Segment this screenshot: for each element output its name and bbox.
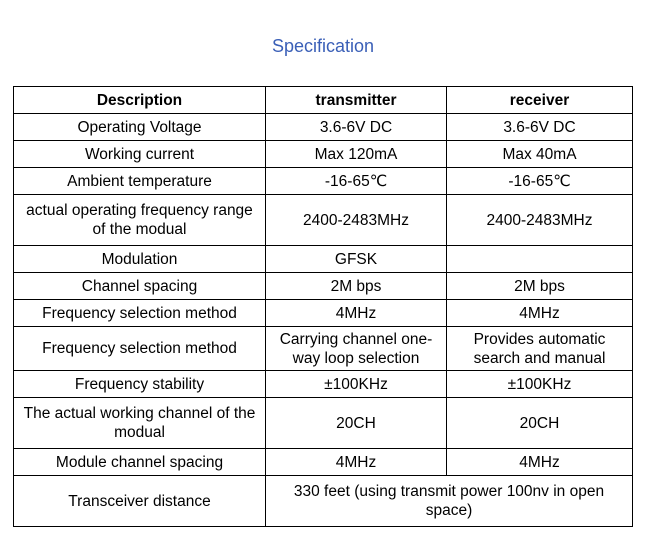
row-receiver-value: 20CH	[447, 398, 633, 449]
header-transmitter: transmitter	[266, 87, 447, 114]
row-transmitter-value: 3.6-6V DC	[266, 114, 447, 141]
row-description: Frequency selection method	[14, 327, 266, 371]
row-description: Frequency stability	[14, 371, 266, 398]
row-transmitter-value: 4MHz	[266, 300, 447, 327]
table-row	[14, 449, 633, 476]
table-row	[14, 371, 633, 398]
page-title: Specification	[271, 36, 375, 56]
header-receiver: receiver	[447, 87, 633, 114]
specification-table	[13, 86, 633, 527]
row-description: Transceiver distance	[14, 476, 266, 527]
row-transmitter-value: 2400-2483MHz	[266, 195, 447, 246]
header-description: Description	[14, 87, 266, 114]
table-row	[14, 141, 633, 168]
row-receiver-value: 2400-2483MHz	[447, 195, 633, 246]
table-row	[14, 246, 633, 273]
table-header-row	[14, 87, 633, 114]
row-receiver-value: 2M bps	[447, 273, 633, 300]
row-description: The actual working channel of the modual	[14, 398, 266, 449]
row-description: Operating Voltage	[14, 114, 266, 141]
row-receiver-value: -16-65℃	[447, 168, 633, 195]
row-receiver-value: 3.6-6V DC	[447, 114, 633, 141]
table-row	[14, 300, 633, 327]
row-receiver-value: ±100KHz	[447, 371, 633, 398]
row-description: Module channel spacing	[14, 449, 266, 476]
row-description: Ambient temperature	[14, 168, 266, 195]
row-transmitter-value: Max 120mA	[266, 141, 447, 168]
row-transmitter-value: 20CH	[266, 398, 447, 449]
row-transmitter-value: 4MHz	[266, 449, 447, 476]
row-transmitter-value: -16-65℃	[266, 168, 447, 195]
row-receiver-value: 4MHz	[447, 300, 633, 327]
row-receiver-value	[447, 246, 633, 273]
row-description: Modulation	[14, 246, 266, 273]
row-receiver-value: 4MHz	[447, 449, 633, 476]
row-description: Working current	[14, 141, 266, 168]
table-row	[14, 195, 633, 246]
table-row	[14, 398, 633, 449]
row-transmitter-value: ±100KHz	[266, 371, 447, 398]
row-description: actual operating frequency range of the modual	[14, 195, 266, 246]
row-merged-value: 330 feet (using transmit power 100nv in open space)	[266, 476, 633, 527]
row-transmitter-value: GFSK	[266, 246, 447, 273]
table-row	[14, 476, 633, 527]
table-row	[14, 114, 633, 141]
table-row	[14, 273, 633, 300]
row-receiver-value: Provides automatic search and manual	[447, 327, 633, 371]
row-transmitter-value: 2M bps	[266, 273, 447, 300]
table-row	[14, 327, 633, 371]
row-receiver-value: Max 40mA	[447, 141, 633, 168]
row-description: Frequency selection method	[14, 300, 266, 327]
row-description: Channel spacing	[14, 273, 266, 300]
row-transmitter-value: Carrying channel one-way loop selection	[266, 327, 447, 371]
table-row	[14, 168, 633, 195]
